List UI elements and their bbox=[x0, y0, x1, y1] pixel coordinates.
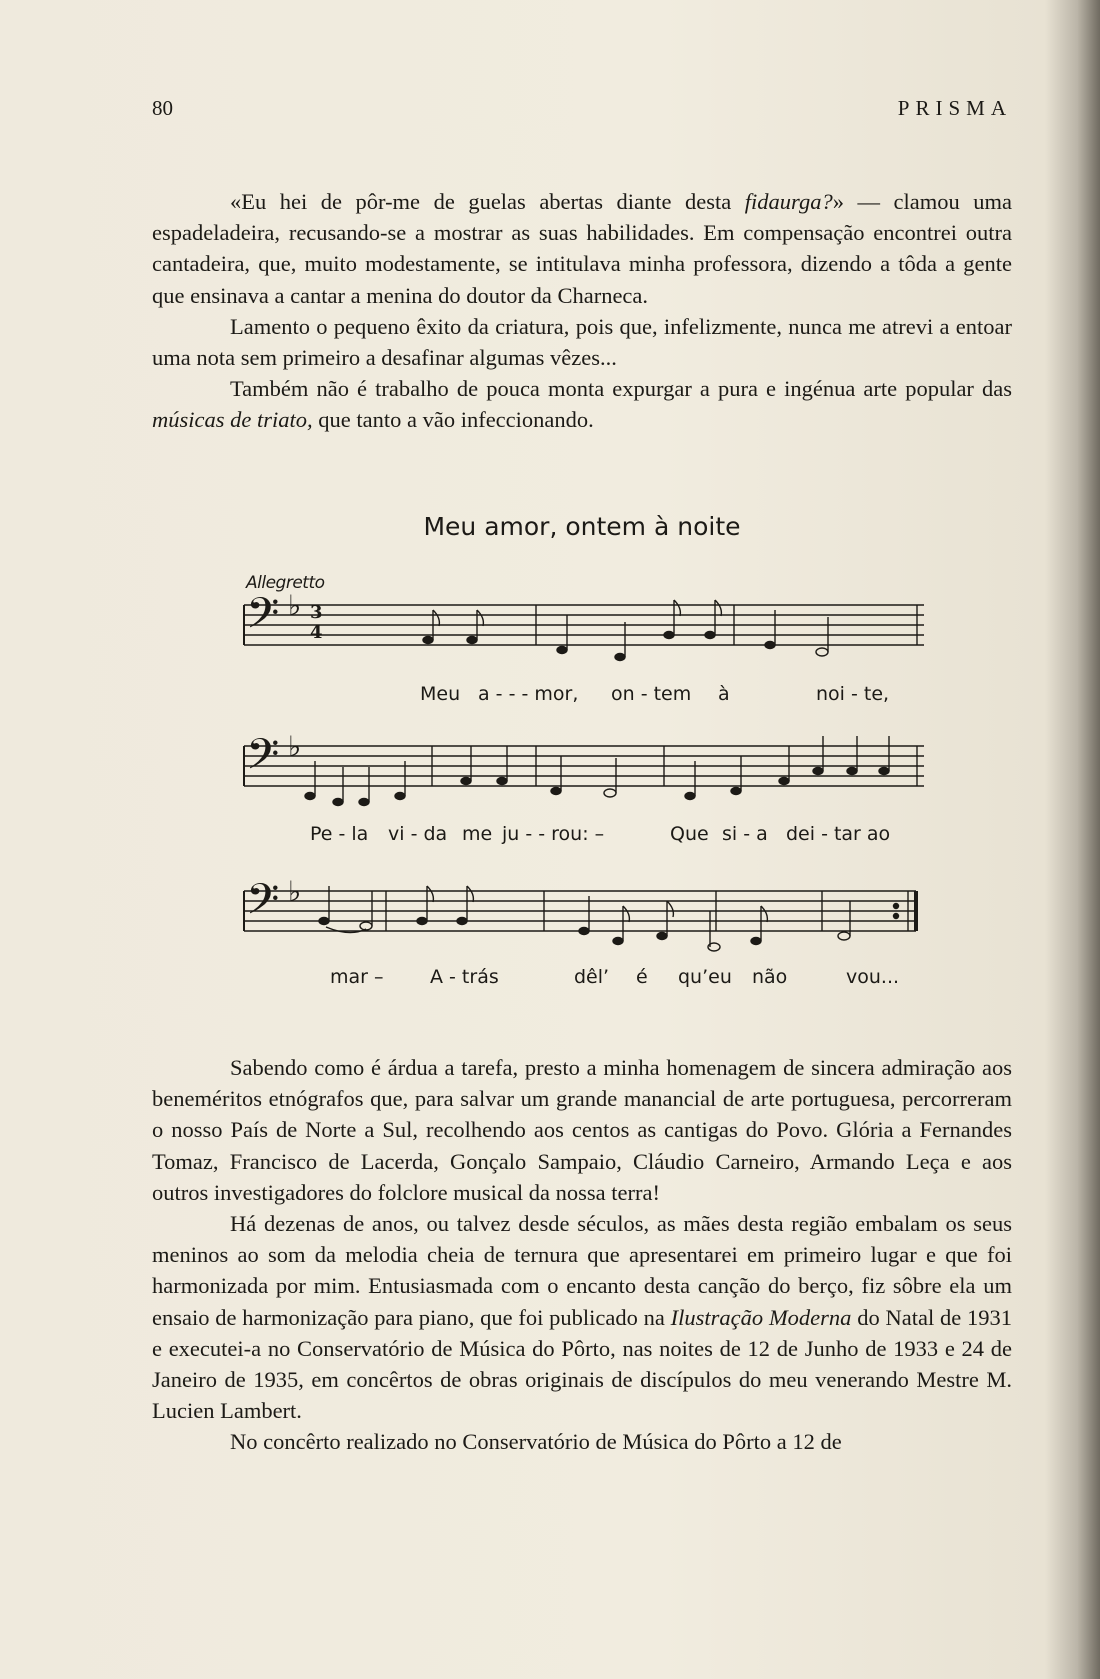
intro-text bbox=[152, 186, 1012, 436]
lyric: qu’eu bbox=[678, 966, 732, 988]
paragraph: Lamento o pequeno êxito da criatura, pois que, infelizmente, nunca me atrevi a entoar uma nota sem primeiro a desafinar algumas vêzes... bbox=[152, 313, 1012, 371]
italic-word: fidaurga? bbox=[744, 189, 833, 214]
bass-clef-icon: 𝄢 bbox=[246, 730, 280, 790]
lyric: me bbox=[462, 823, 493, 845]
lyric: Pe - la bbox=[310, 823, 369, 845]
lyric: dei - tar ao bbox=[786, 823, 891, 845]
text-run: Há dezenas de anos, ou talvez desde séculos, as mães desta região embalam os seus meninos ao som da melodia cheia de ternura que apresentarei em primeiro lugar e que foi harmonizada por mim. Entusiasmada com o encanto desta canção do berço, fiz sôbre ela um ensaio de harmonização para piano, que foi publicado na bbox=[152, 1211, 1012, 1330]
lyric: vi - da bbox=[388, 823, 448, 845]
paragraph bbox=[152, 186, 1012, 311]
music-staff-1 bbox=[244, 589, 924, 649]
italic-title: Ilustração Moderna bbox=[670, 1304, 852, 1330]
lyric: não bbox=[752, 966, 788, 988]
page-header bbox=[152, 96, 1012, 126]
text-run: «Eu hei de pôr-me de guelas abertas diante desta bbox=[230, 189, 745, 214]
text-run: do Natal de 1931 e executei-a no Conservatório de Música do Pôrto, nas noites de 12 de Junho de 1933 e 24 de Janeiro de 1935, em concêrtos de obras originais de discípulos do meu venerando Mestre M. Lucien Lambert. bbox=[152, 1304, 1013, 1424]
text-run: » — clamou uma espadeladeira, recusando-se a mostrar as suas habilidades. Em compensação encontrei outra cantadeira, que, muito modestamente, se intitulava minha professora, dizendo a tôda a gente que ensinava a cantar a menina do doutor da Charneca. bbox=[152, 189, 1013, 308]
music-staff-2 bbox=[244, 730, 924, 790]
lyric: a - - - mor, bbox=[478, 683, 579, 705]
page-edge bbox=[1078, 0, 1100, 1679]
lyric: Meu bbox=[420, 683, 461, 705]
tempo-marking: Allegretto bbox=[246, 573, 325, 593]
music-staff-3 bbox=[244, 875, 924, 935]
flat-icon: ♭ bbox=[288, 730, 302, 763]
bass-clef-icon: 𝄢 bbox=[246, 875, 280, 935]
page-number: 80 bbox=[152, 96, 173, 120]
lyrics-line-1 bbox=[244, 683, 924, 713]
paragraph: No concêrto realizado no Conservatório de Música do Pôrto a 12 de bbox=[230, 1429, 842, 1455]
lyric: mar – bbox=[330, 966, 384, 988]
time-bottom: 4 bbox=[310, 622, 323, 643]
time-top: 3 bbox=[310, 602, 323, 623]
closing-text bbox=[152, 1052, 1012, 1458]
song-title: Meu amor, ontem à noite bbox=[423, 512, 741, 541]
paragraph bbox=[152, 373, 1012, 435]
lyric: dêl’ bbox=[574, 966, 610, 988]
paragraph: Sabendo como é árdua a tarefa, presto a minha homenagem de sincera admiração aos beneméritos etnógrafos que, para salvar um grande manancial de arte portuguesa, percorreram o nosso País de Norte a Sul, recolhendo aos centos as cantigas do Povo. Glória a Fernandes Tomaz, Francisco de Lacerda, Gonçalo Sampaio, Cláudio Carneiro, Armando Leça e aos outros investigadores do folclore musical da nossa terra! bbox=[152, 1055, 1012, 1205]
lyric: vou... bbox=[846, 966, 900, 988]
flat-icon: ♭ bbox=[288, 875, 302, 908]
staff-notation bbox=[244, 589, 924, 655]
staff-notation bbox=[244, 875, 924, 941]
text-run: Também não é trabalho de pouca monta expurgar a pura e ingénua arte popular das bbox=[230, 376, 1012, 402]
lyric: on - tem bbox=[611, 683, 692, 705]
text-run: que tanto a vão infeccionando. bbox=[312, 407, 594, 433]
lyric: noi - te, bbox=[816, 683, 890, 705]
lyric: ju - - rou: – bbox=[502, 823, 605, 845]
italic-phrase: músicas de triato, bbox=[152, 407, 313, 433]
paragraph bbox=[152, 1208, 1012, 1426]
running-head: PRISMA bbox=[897, 96, 1012, 120]
flat-icon: ♭ bbox=[288, 589, 302, 622]
lyric: Que bbox=[670, 823, 709, 845]
lyric: à bbox=[718, 683, 730, 705]
lyric: é bbox=[636, 966, 648, 988]
lyrics-line-3 bbox=[244, 966, 924, 996]
staff-notation bbox=[244, 730, 924, 796]
lyric: si - a bbox=[722, 823, 768, 845]
bass-clef-icon: 𝄢 bbox=[246, 589, 280, 649]
lyrics-line-2 bbox=[244, 823, 924, 853]
lyric: A - trás bbox=[430, 966, 499, 988]
